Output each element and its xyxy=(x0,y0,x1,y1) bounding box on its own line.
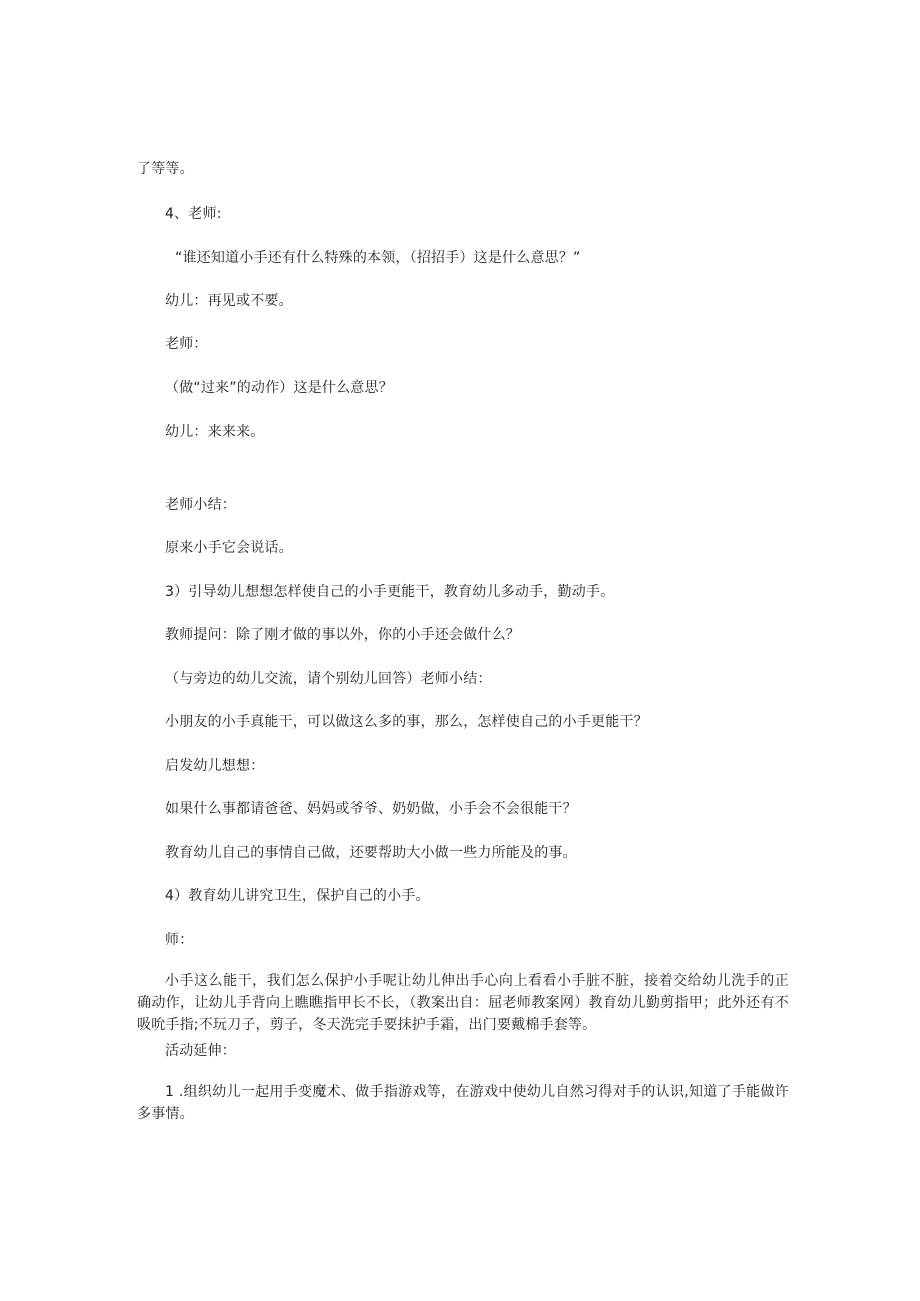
summary-question: 小朋友的小手真能干，可以做这么多的事，那么，怎样使自己的小手更能干？ xyxy=(165,714,648,730)
hygiene-paragraph: 小手这么能干，我们怎么保护小手呢让幼儿伸出手心向上看看小手脏不脏，接着交给幼儿洗手的正确动作，让幼儿手背向上瞧瞧指甲长不长，（教案出自：屈老师教案网）教育幼儿勤剪指甲；此外还有不吸吮手指;不玩刀子，剪子，冬天洗完手要抹护手霜，出门要戴棉手套等。 xyxy=(137,973,789,1033)
step-3-heading: 3）引导幼儿想想怎样使自己的小手更能干，教育幼儿多动手，勤动手。 xyxy=(165,584,615,600)
child-reply-1: 幼儿：再见或不要。 xyxy=(165,293,293,309)
child-reply-2: 幼儿：来来来。 xyxy=(165,424,265,440)
teacher-gesture-question: （做“过来”的动作）这是什么意思？ xyxy=(165,380,393,396)
teacher-label: 老师： xyxy=(165,336,208,352)
teacher-short-label: 师： xyxy=(165,932,194,948)
step-4-heading: 4）教育幼儿讲究卫生，保护自己的小手。 xyxy=(165,888,430,904)
teacher-summary-label: 老师小结： xyxy=(165,497,236,513)
inspire-label: 启发幼儿想想： xyxy=(165,758,265,774)
teacher-question: 教师提问：除了刚才做的事以外，你的小手还会做什么？ xyxy=(165,627,520,643)
extension-heading: 活动延伸： xyxy=(165,1043,236,1059)
heading-teacher-4: 4、老师: xyxy=(165,206,222,222)
summary-text: 原来小手它会说话。 xyxy=(165,540,293,556)
educate-statement: 教育幼儿自己的事情自己做，还要帮助大小做一些力所能及的事。 xyxy=(165,845,577,861)
inspire-question: 如果什么事都请爸爸、妈妈或爷爷、奶奶做，小手会不会很能干？ xyxy=(165,801,577,817)
extension-item-1: 1 .组织幼儿一起用手变魔术、做手指游戏等，在游戏中使幼儿自然习得对手的认识,知道了手能做许多事情。 xyxy=(137,1084,789,1122)
text-line-continuation: 了等等。 xyxy=(137,161,194,177)
teacher-quote: “谁还知道小手还有什么特殊的本领，（招招手）这是什么意思？” xyxy=(175,250,581,266)
exchange-instruction: （与旁边的幼儿交流，请个别幼儿回答）老师小结： xyxy=(165,671,492,687)
